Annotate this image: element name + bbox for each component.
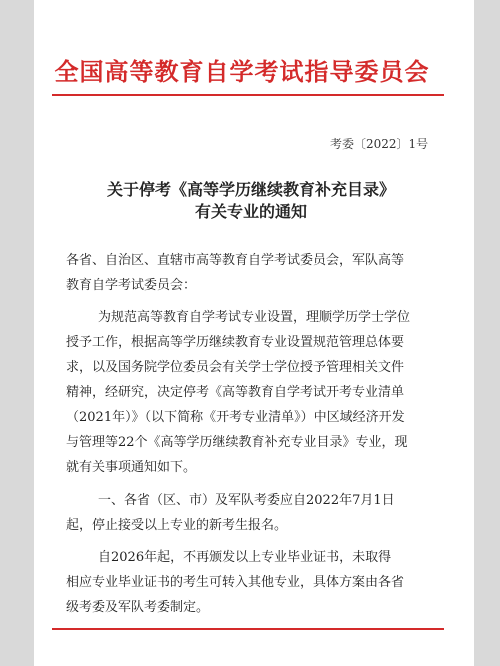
- footer-red-rule: [52, 628, 444, 630]
- notice-title-line-1: 关于停考《高等学历继续教育补充目录》: [106, 180, 395, 199]
- body-line: 自2026年起，不再颁发以上专业毕业证书，未取得: [98, 550, 392, 565]
- body-line: 起，停止接受以上专业的新考生报名。: [66, 518, 288, 533]
- body-line: 级考委及军队考委制定。: [66, 600, 210, 615]
- body-line: 为规范高等教育自学考试专业设置，理顺学历学士学位: [98, 310, 411, 325]
- letterhead-red-rule: [52, 94, 444, 96]
- body-line: 与管理等22个《高等学历继续教育补充专业目录》专业，现: [66, 435, 408, 450]
- body-line: 各省、自治区、直辖市高等教育自学考试委员会，军队高等: [66, 253, 405, 268]
- body-line: （2021年）》（以下简称《开考专业清单》）中区域经济开发: [66, 410, 405, 425]
- body-line: 授予工作，根据高等学历继续教育专业设置规范管理总体要: [66, 335, 405, 350]
- body-line: 一、各省（区、市）及军队考委应自2022年7月1日: [98, 493, 395, 508]
- body-line: 教育自学考试委员会：: [66, 278, 197, 293]
- body-line: 相应专业毕业证书的考生可转入其他专业，具体方案由各省: [66, 575, 405, 590]
- letterhead-title: 全国高等教育自学考试指导委员会: [54, 57, 430, 86]
- document-number: 考委〔2022〕1号: [330, 137, 429, 151]
- body-line: 求，以及国务院学位委员会有关学士学位授予管理相关文件: [66, 360, 405, 375]
- document-page: [34, 0, 474, 666]
- body-line: 精神，经研究，决定停考《高等教育自学考试开考专业清单: [66, 385, 405, 400]
- body-line: 就有关事项通知如下。: [66, 460, 197, 475]
- notice-title-line-2: 有关专业的通知: [194, 202, 307, 221]
